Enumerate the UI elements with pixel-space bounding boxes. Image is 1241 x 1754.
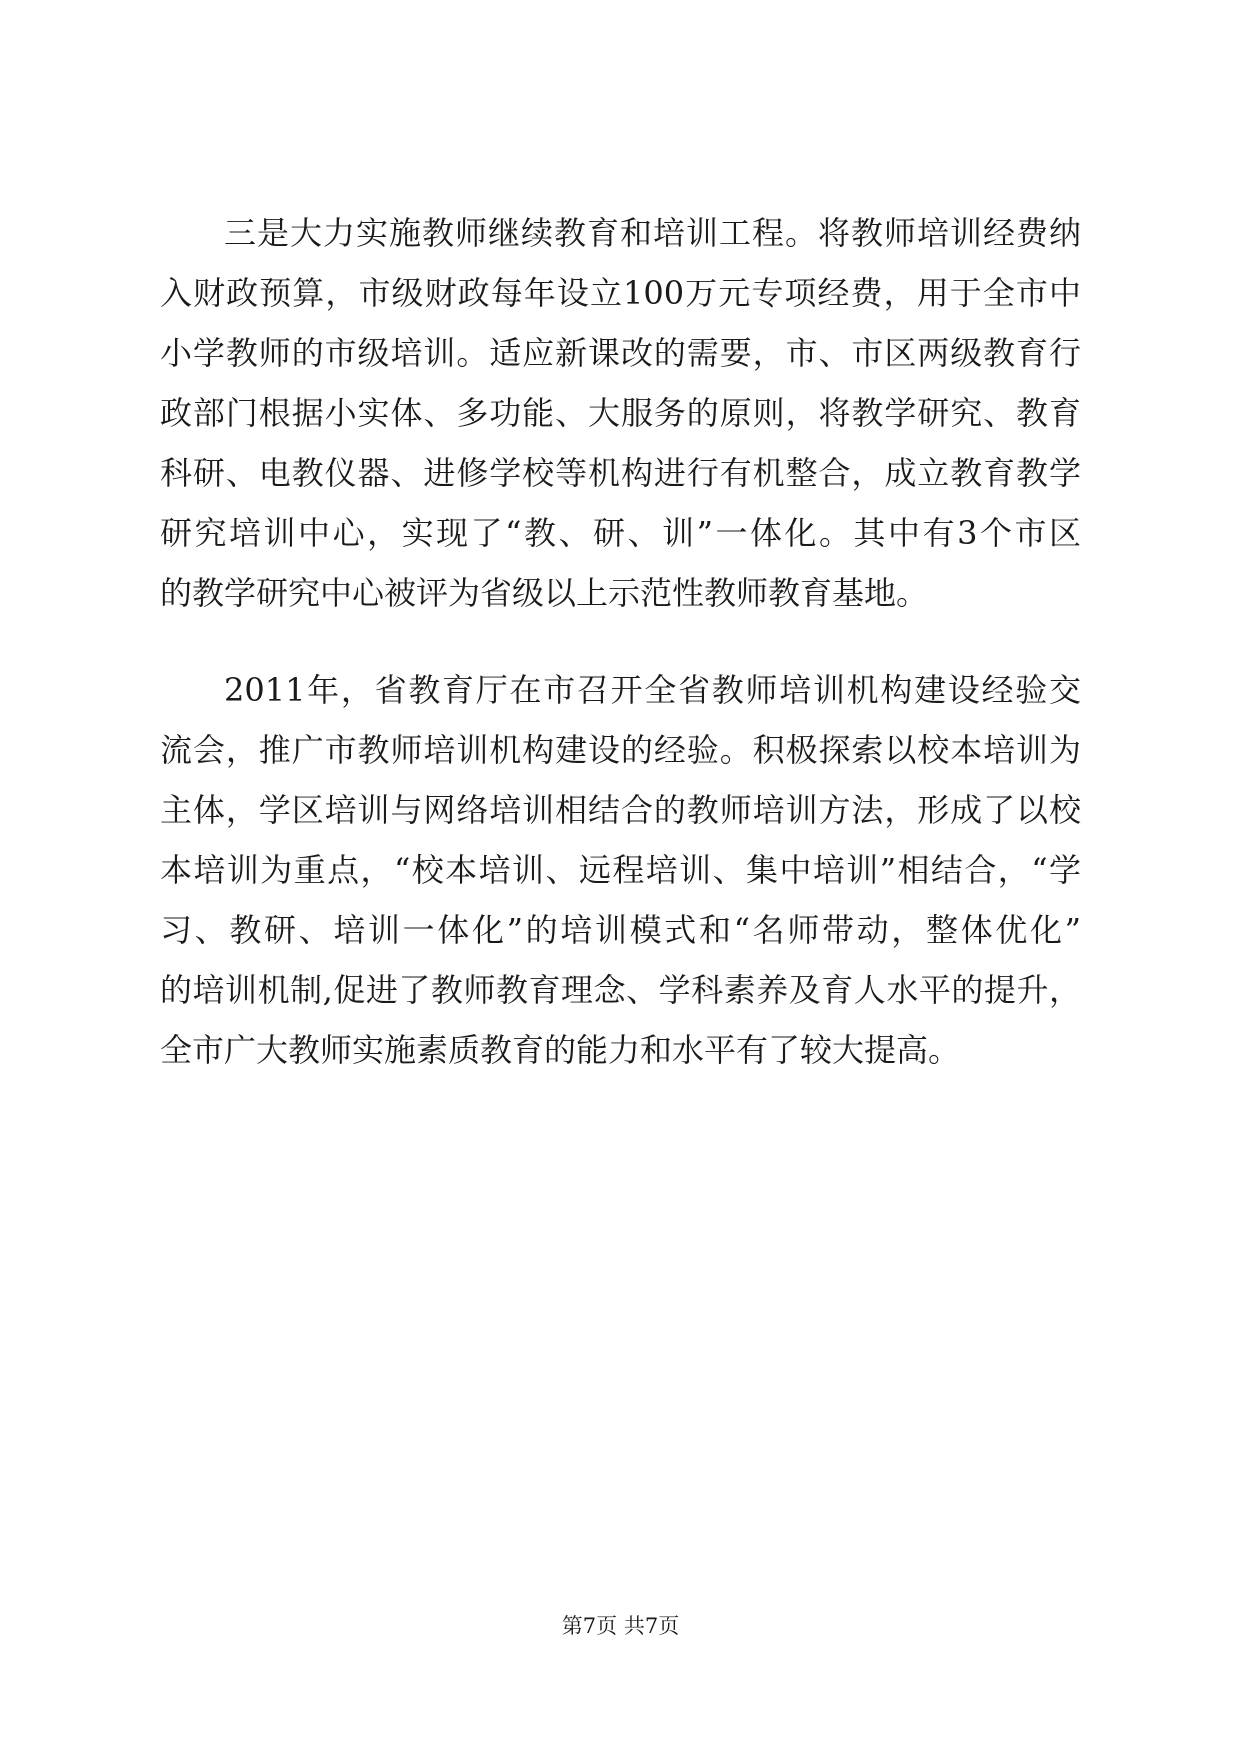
paragraph-2-line-2: 流会，推广市教师培训机构建设的经验。积极探索以校本培训为 <box>160 731 1081 769</box>
paragraph-1-line-5: 科研、电教仪器、进修学校等机构进行有机整合，成立教育教学 <box>160 454 1081 492</box>
paragraph-2-line-4: 本培训为重点，“校本培训、远程培训、集中培训”相结合，“学 <box>160 851 1081 889</box>
paragraph-2-line-7: 全市广大教师实施素质教育的能力和水平有了较大提高。 <box>160 1031 961 1069</box>
paragraph-1-line-6: 研究培训中心，实现了“教、研、训”一体化。其中有3个市区 <box>160 514 1081 552</box>
paragraph-2-line-6: 的培训机制,促进了教师教育理念、学科素养及育人水平的提升， <box>160 971 1081 1009</box>
paragraph-2-line-5: 习、教研、培训一体化”的培训模式和“名师带动，整体优化” <box>160 911 1081 949</box>
paragraph-1-line-1: 三是大力实施教师继续教育和培训工程。将教师培训经费纳 <box>224 214 1081 252</box>
paragraph-1-line-3: 小学教师的市级培训。适应新课改的需要，市、市区两级教育行 <box>160 334 1081 372</box>
paragraph-1-line-4: 政部门根据小实体、多功能、大服务的原则，将教学研究、教育 <box>160 394 1081 432</box>
paragraph-1-line-2: 入财政预算，市级财政每年设立100万元专项经费，用于全市中 <box>160 274 1081 312</box>
page-number-footer: 第7页 共7页 <box>561 1614 680 1638</box>
paragraph-2-line-1: 2011年，省教育厅在市召开全省教师培训机构建设经验交 <box>224 671 1081 709</box>
paragraph-2-line-3: 主体，学区培训与网络培训相结合的教师培训方法，形成了以校 <box>160 791 1081 829</box>
paragraph-1-line-7: 的教学研究中心被评为省级以上示范性教师教育基地。 <box>160 574 929 612</box>
